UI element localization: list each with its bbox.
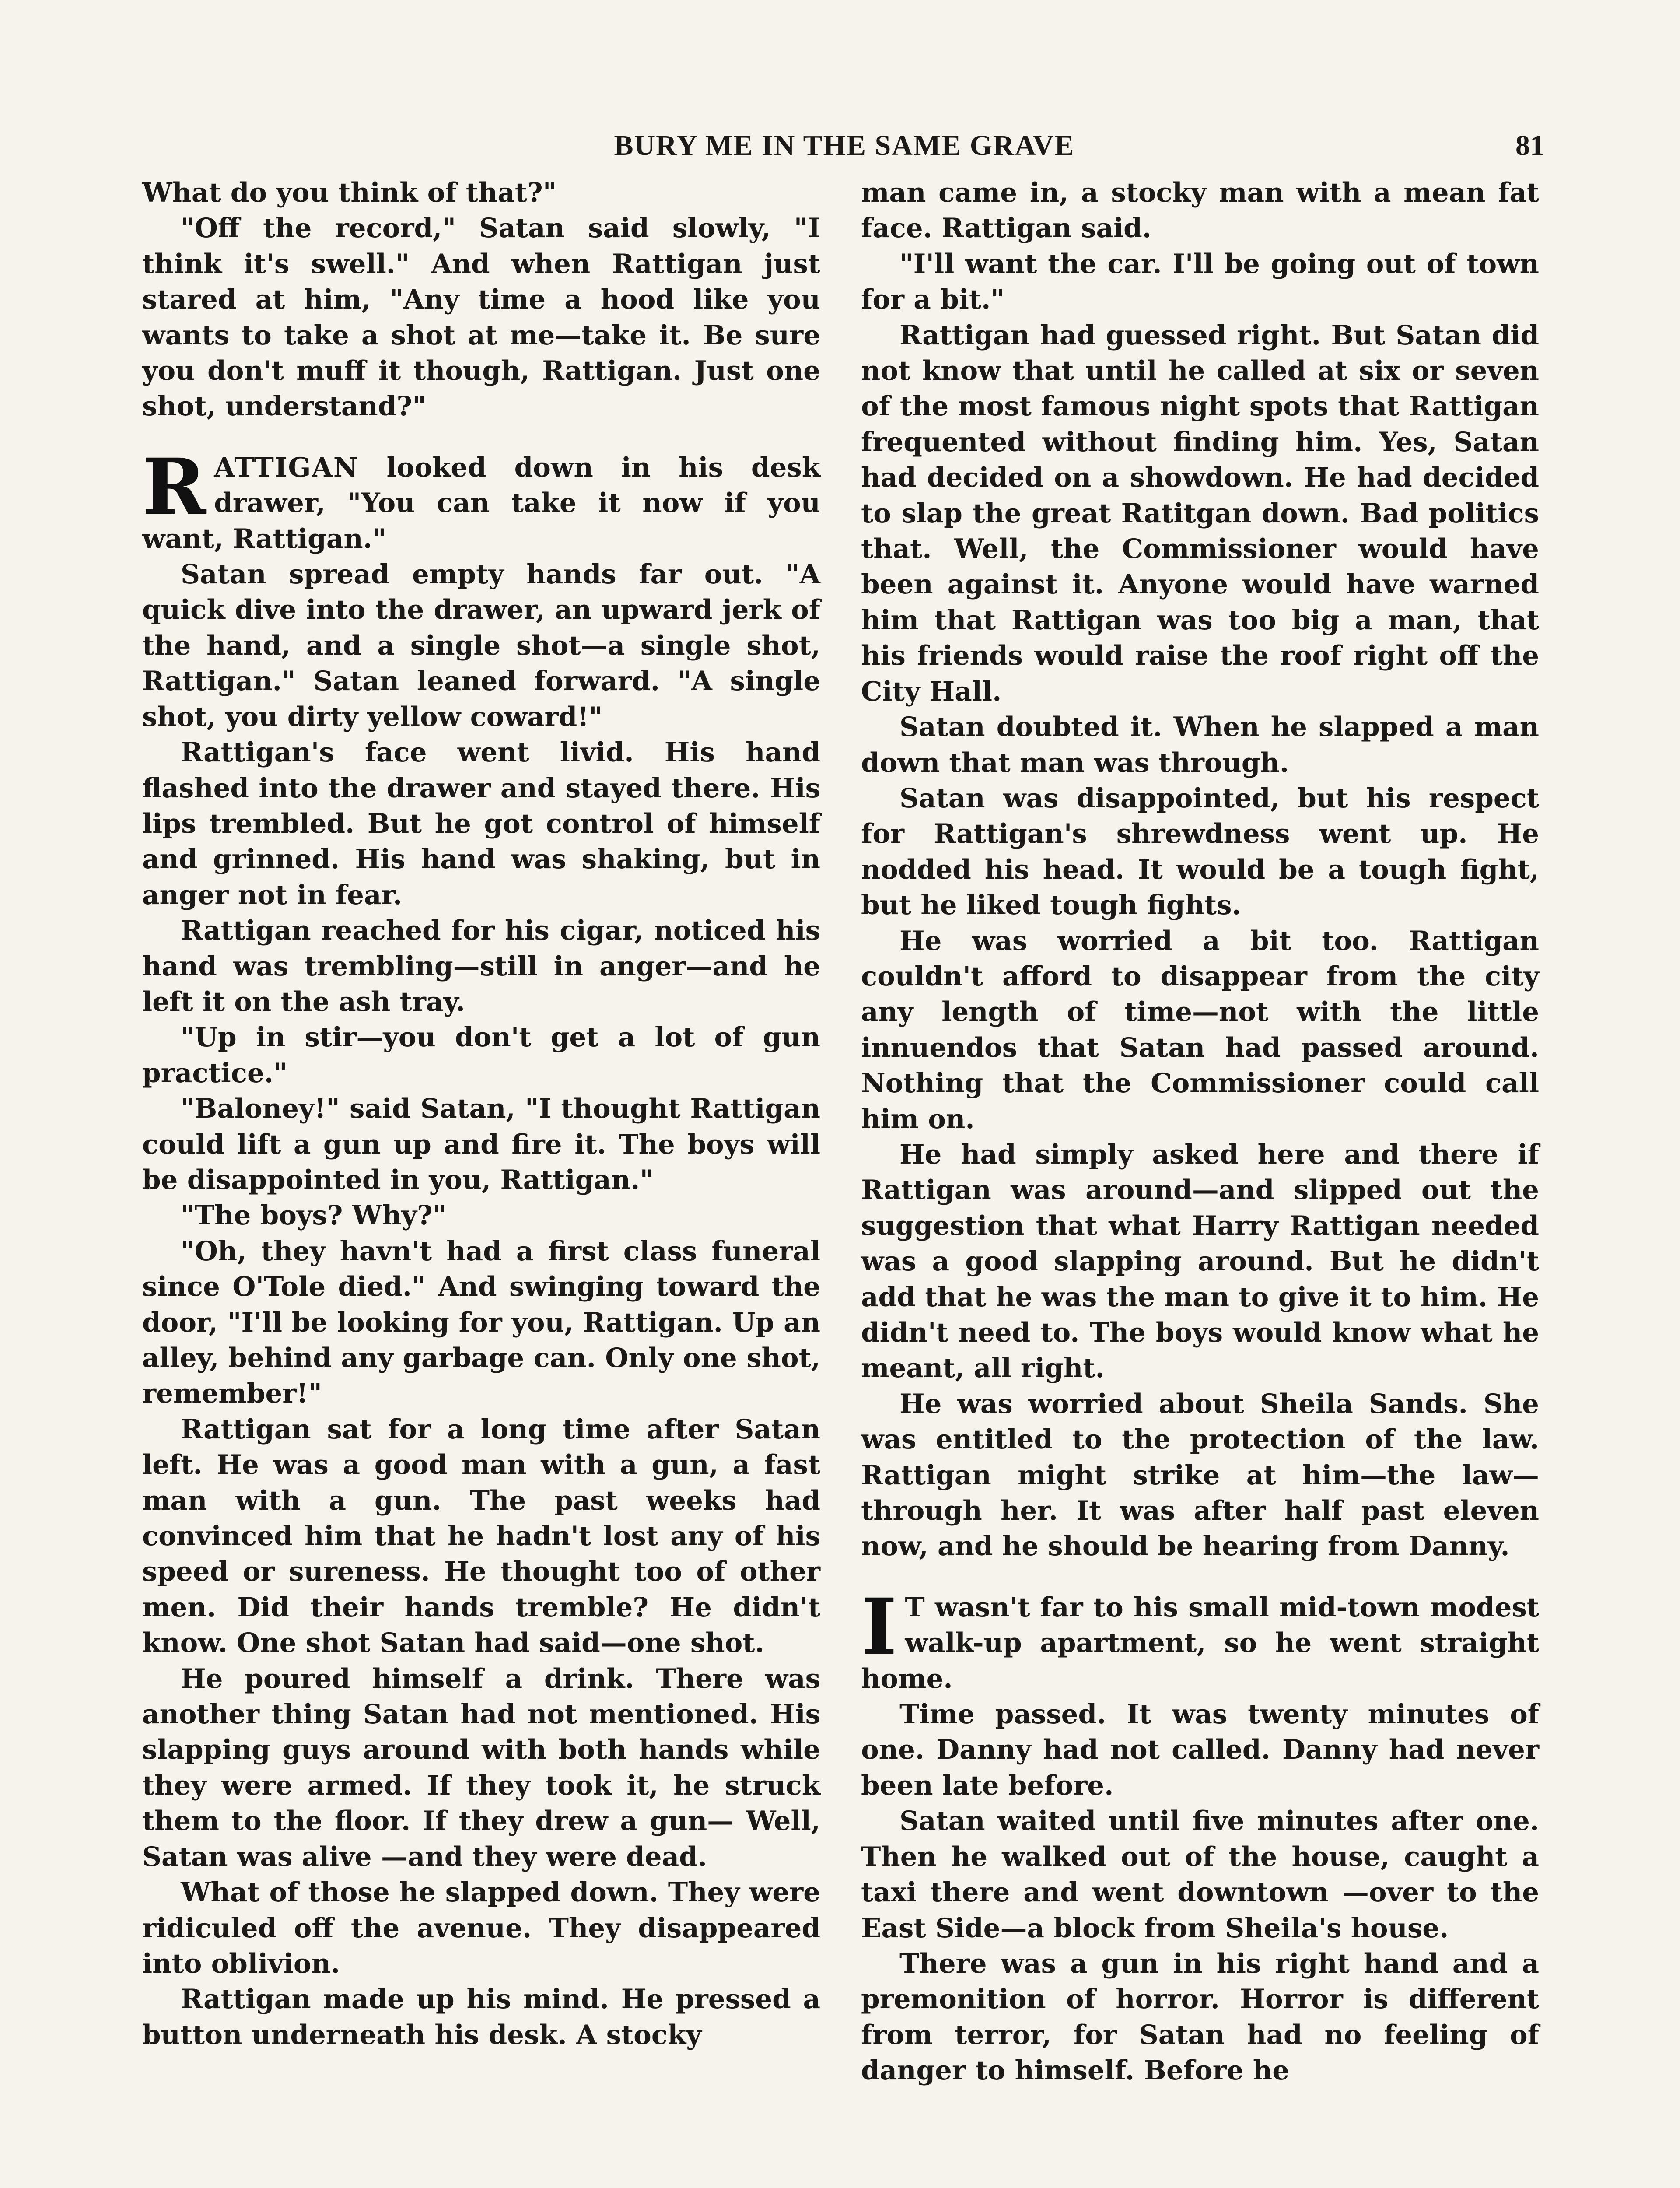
paragraph: Time passed. It was twenty minutes of one. Danny had not called. Danny had never been late before.	[861, 1699, 1539, 1801]
paragraph: He was worried a bit too. Rattigan couldn't afford to disappear from the city any length of time—not with the little innuendos that Satan had passed around. Nothing that the Commissioner could call him on.	[861, 925, 1539, 1135]
paragraph-dropcap	[142, 441, 820, 557]
paragraph: He had simply asked here and there if Rattigan was around—and slipped out the suggestion that what Harry Rattigan needed was a good slapping around. But he didn't add that he was the man to give it to him. He didn't need to. The boys would know what he meant, all right.	[861, 1139, 1539, 1384]
right-column	[861, 175, 1539, 2089]
drop-cap: R	[142, 441, 206, 532]
paragraph-text: T wasn't far to his small mid-town modest walk-up apartment, so he went straight home.	[861, 1592, 1539, 1694]
paragraph: Rattigan sat for a long time after Satan left. He was a good man with a gun, a fast man with a gun. The past weeks had convinced him that he hadn't lost any of his speed or sureness. He thought too of other men. Did their hands tremble? He didn't know. One shot Satan had said—one shot.	[142, 1413, 820, 1659]
paragraph: Rattigan reached for his cigar, noticed his hand was trembling—still in anger—and he left it on the ash tray.	[142, 915, 820, 1017]
drop-cap: I	[861, 1581, 897, 1672]
paragraph: Satan spread empty hands far out. "A quick dive into the drawer, an upward jerk of the hand, and a single shot—a single shot, Rattigan." Satan leaned forward. "A single shot, you dirty yellow coward!"	[142, 559, 820, 733]
section-break	[861, 1564, 1539, 1590]
paragraph: Satan doubted it. When he slapped a man down that man was through.	[861, 712, 1539, 778]
paragraph: Satan was disappointed, but his respect for Rattigan's shrewdness went up. He nodded his head. It would be a tough fight, but he liked tough fights.	[861, 782, 1539, 921]
smallcaps-lead: ATTIGAN	[214, 452, 359, 483]
paragraph: "Oh, they havn't had a first class funeral since O'Tole died." And swinging toward the door, "I'll be looking for you, Rattigan. Up an alley, behind any garbage can. Only one shot, remember!"	[142, 1235, 820, 1410]
paragraph: man came in, a stocky man with a mean fat face. Rattigan said.	[861, 177, 1539, 244]
paragraph: Rattigan's face went livid. His hand flashed into the drawer and stayed there. His lips trembled. But he got control of himself and grinned. His hand was shaking, but in anger not in fear.	[142, 737, 820, 911]
paragraph: There was a gun in his right hand and a premonition of horror. Horror is different from terror, for Satan had no feeling of danger to himself. Before he	[861, 1948, 1539, 2086]
running-head	[144, 129, 1544, 168]
paragraph: He poured himself a drink. There was another thing Satan had not mentioned. His slapping guys around with both hands while they were armed. If they took it, he struck them to the floor. If they drew a gun— Well, Satan was alive —and they were dead.	[142, 1663, 820, 1872]
paragraph: "Up in stir—you don't get a lot of gun practice."	[142, 1022, 820, 1089]
section-break	[142, 424, 820, 450]
paragraph-text: looked down in his desk drawer, "You can take it now if you want, Rattigan."	[142, 452, 820, 554]
paragraph-dropcap	[861, 1581, 1539, 1697]
paragraph: Satan waited until five minutes after one. Then he walked out of the house, caught a taxi there and went downtown —over to the East Side—a block from Sheila's house.	[861, 1806, 1539, 1944]
paragraph: What of those he slapped down. They were ridiculed off the avenue. They disappeared into oblivion.	[142, 1877, 820, 1979]
paragraph: "The boys? Why?"	[181, 1200, 447, 1231]
page-number: 81	[1516, 130, 1544, 161]
paragraph: "I'll want the car. I'll be going out of town for a bit."	[861, 248, 1539, 316]
paragraph: What do you think of that?"	[142, 177, 557, 208]
running-title: BURY ME IN THE SAME GRAVE	[614, 130, 1075, 161]
paragraph: Rattigan had guessed right. But Satan did not know that until he called at six or seven of the most famous night spots that Rattigan frequented without finding him. Yes, Satan had decided on a showdown. He had decided to slap the great Ratitgan down. Bad politics that. Well, the Commissioner would have been against it. Anyone would have warned him that Rattigan was too big a man, that his friends would raise the roof right off the City Hall.	[861, 319, 1539, 707]
paragraph: Rattigan made up his mind. He pressed a button underneath his desk. A stocky	[142, 1984, 820, 2051]
left-column	[142, 175, 820, 2053]
paragraph: "Off the record," Satan said slowly, "I think it's swell." And when Rattigan just stared at him, "Any time a hood like you wants to take a shot at me—take it. Be sure you don't muff it though, Rattigan. Just one shot, understand?"	[142, 213, 820, 422]
paragraph: He was worried about Sheila Sands. She was entitled to the protection of the law. Rattigan might strike at him—the law—through her. It was after half past eleven now, and he should be hearing from Danny.	[861, 1388, 1539, 1562]
paragraph: "Baloney!" said Satan, "I thought Rattigan could lift a gun up and fire it. The boys will be disappointed in you, Rattigan."	[142, 1093, 820, 1196]
